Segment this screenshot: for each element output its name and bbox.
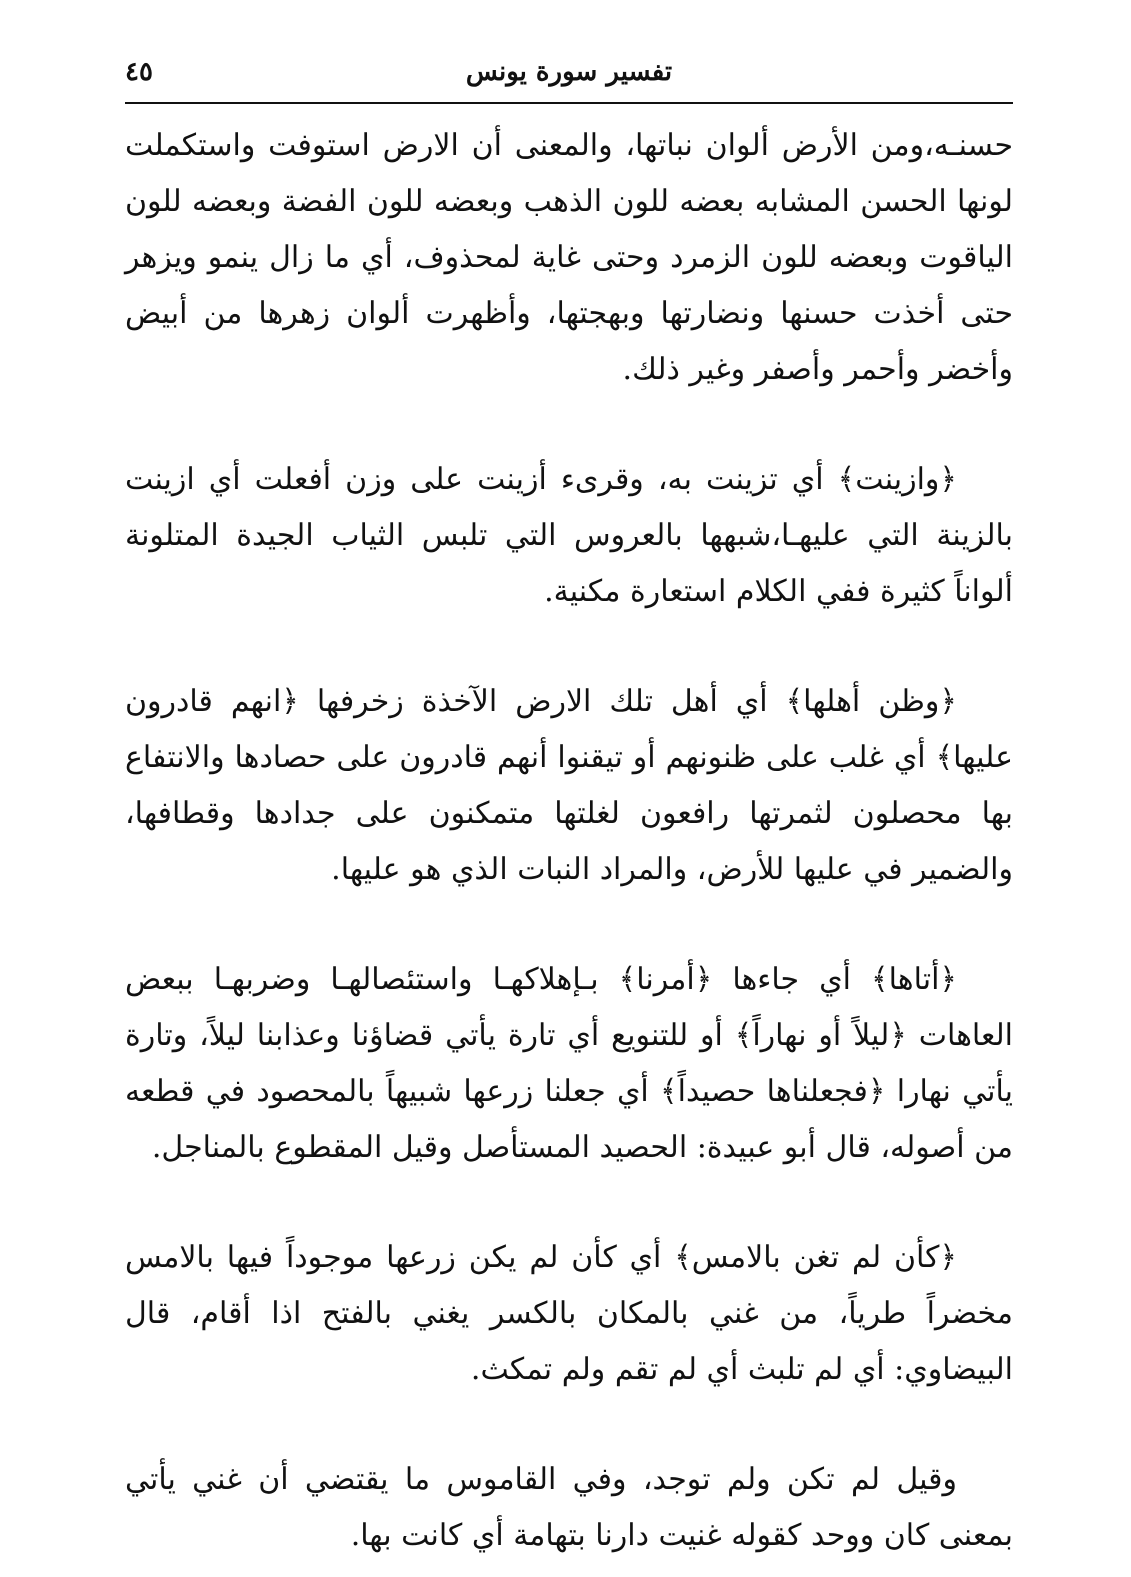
page-header [125,52,1013,104]
paragraph-2: ﴿وازينت﴾ أي تزينت به، وقرىء أزينت على وزن أفعلت أي ازينت بالزينة التي عليهـا،شبهها بالعروس التي تلبس الثياب الجيدة المتلونة ألواناً كثيرة ففي الكلام استعارة مكنية. [125,462,1013,609]
running-title: تفسير سورة يونس [465,57,673,87]
header-rule [125,102,1013,104]
paragraph-6: وقيل لم تكن ولم توجد، وفي القاموس ما يقتضي أن غني يأتي بمعنى كان ووحد كقوله غنيت دارنا بتهامة أي كانت بها. [125,1462,1013,1553]
paragraph-3: ﴿وظن أهلها﴾ أي أهل تلك الارض الآخذة زخرفها ﴿انهم قادرون عليها﴾ أي غلب على ظنونهم أو تيقنوا أنهم قادرون على حصادها والانتفاع بها محصلون لثمرتها رافعون لغلتها متمكنون على جدادها وقطافها، والضمير في عليها للأرض، والمراد النبات الذي هو عليها. [125,684,1013,887]
paragraph-1: حسنـه،ومن الأرض ألوان نباتها، والمعنى أن الارض استوفت واستكملت لونها الحسن المشابه بعضه للون الذهب وبعضه للون الفضة وبعضه للون الياقوت وبعضه للون الزمرد وحتى غاية لمحذوف، أي ما زال ينمو ويزهر حتى أخذت حسنها ونضارتها وبهجتها، وأظهرت ألوان زهرها من أبيض وأخضر وأحمر وأصفر وغير ذلك. [125,128,1013,387]
page-number: ٤٥ [125,57,153,87]
page-body [125,118,1013,1564]
paragraph-5: ﴿كأن لم تغن بالامس﴾ أي كأن لم يكن زرعها موجوداً فيها بالامس مخضراً طرياً، من غني بالمكان بالكسر يغني بالفتح اذا أقام، قال البيضاوي: أي لم تلبث أي لم تقم ولم تمكث. [125,1240,1013,1387]
paragraph-4: ﴿أتاها﴾ أي جاءها ﴿أمرنا﴾ بـإهلاكهـا واستئصالهـا وضربهـا ببعض العاهات ﴿ليلاً أو نهاراً﴾ أو للتنويع أي تارة يأتي قضاؤنا وعذابنا ليلاً، وتارة يأتي نهارا ﴿فجعلناها حصيداً﴾ أي جعلنا زرعها شبيهاً بالمحصود في قطعه من أصوله، قال أبو عبيدة: الحصيد المستأصل وقيل المقطوع بالمناجل. [125,962,1013,1165]
